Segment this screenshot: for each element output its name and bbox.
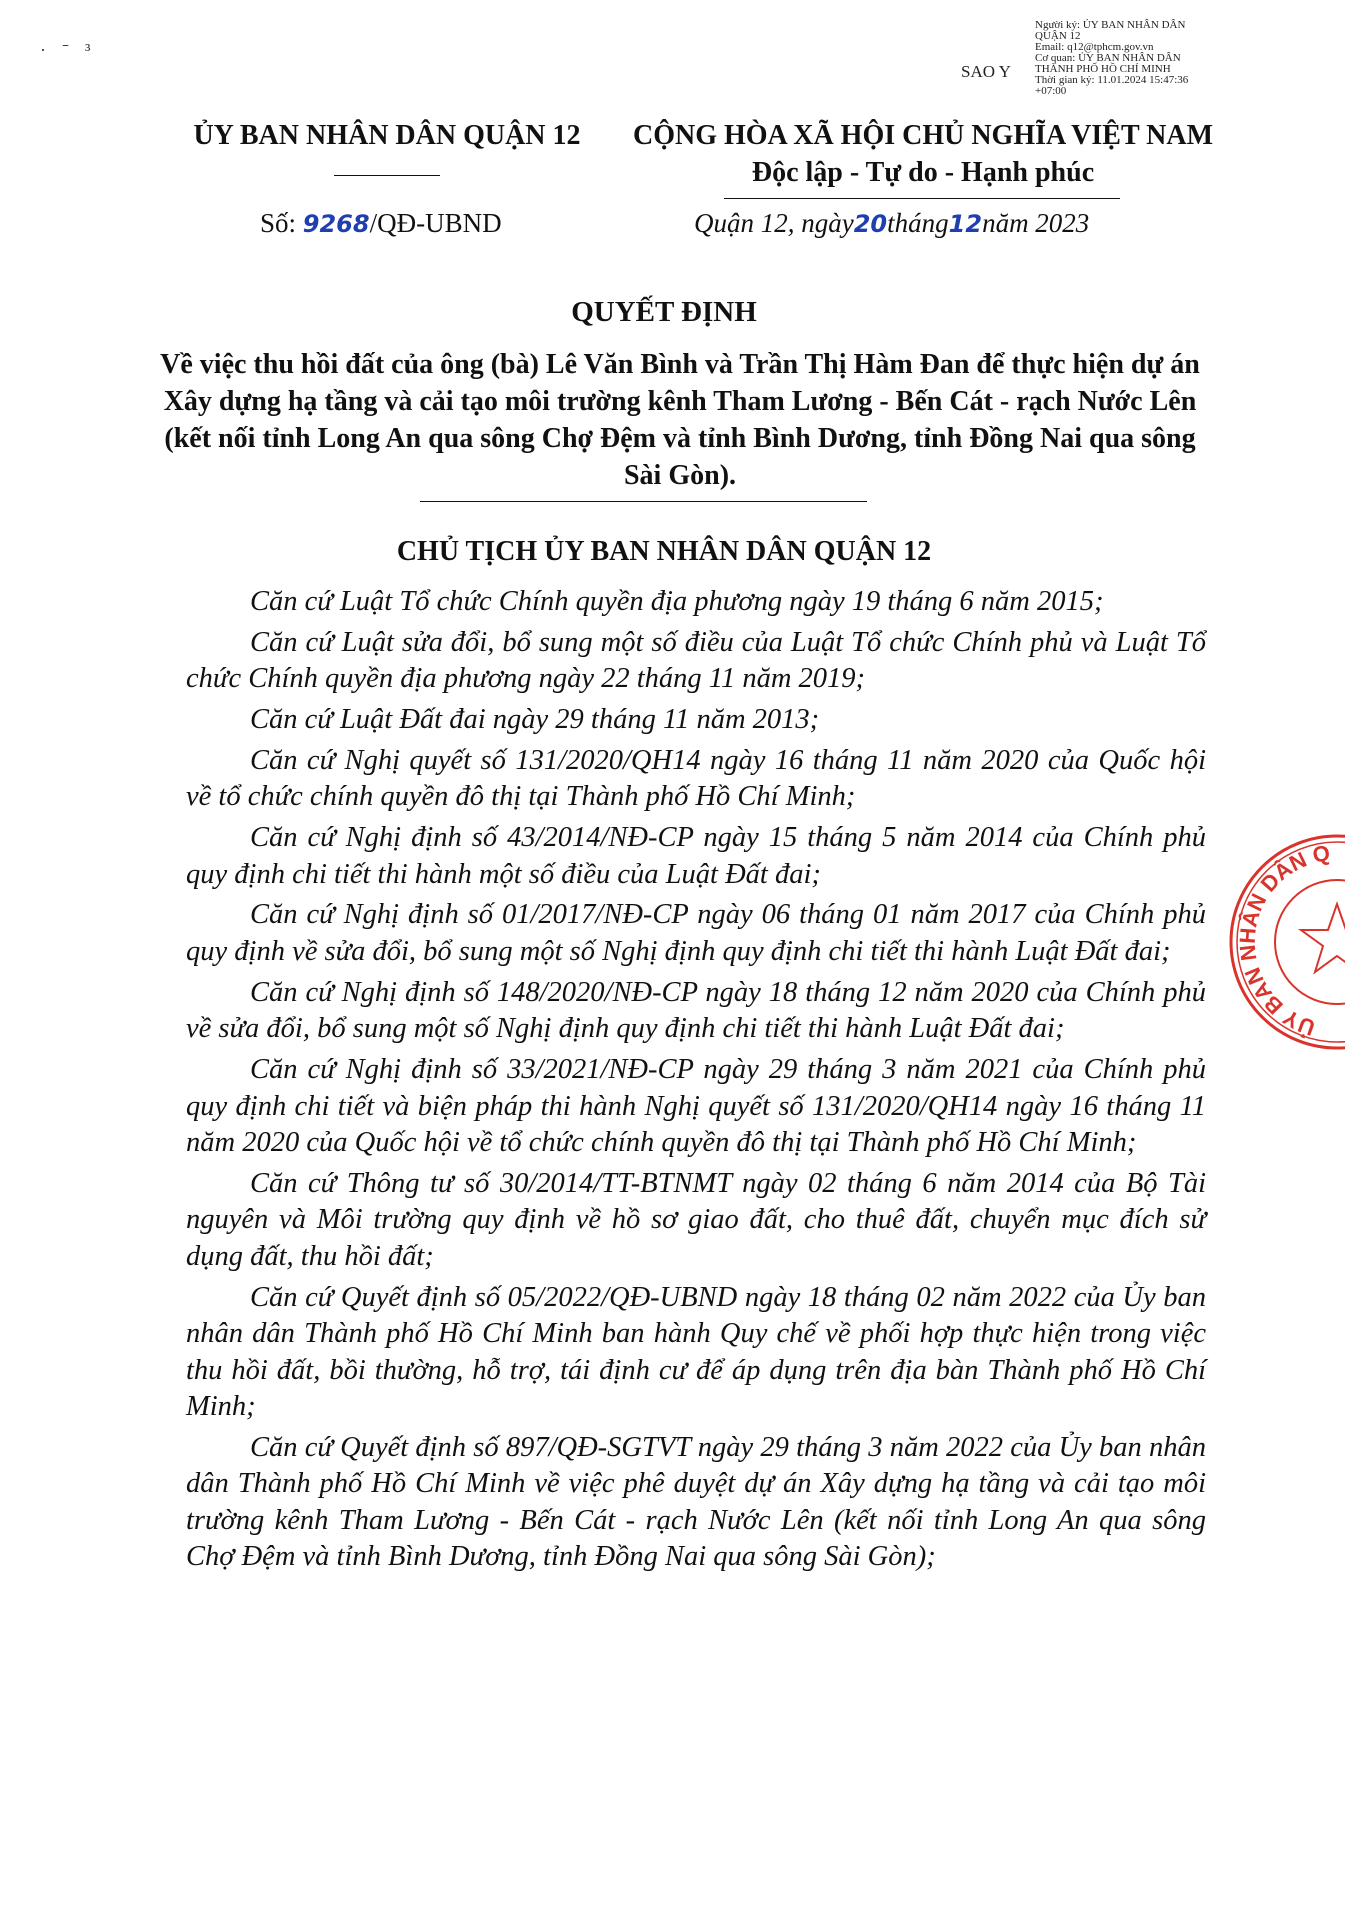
legal-basis-paragraph: Căn cứ Nghị định số 148/2020/NĐ-CP ngày 18 tháng 12 năm 2020 của Chính phủ về sửa đổi, bổ sung một số Nghị định quy định chi tiết thi hành Luật Đất đai;: [186, 976, 1206, 1045]
sao-y-label: SAO Y: [961, 62, 1011, 81]
legal-basis-paragraph: Căn cứ Thông tư số 30/2014/TT-BTNMT ngày 02 tháng 6 năm 2014 của Bộ Tài nguyên và Môi trường quy định về hồ sơ giao đất, cho thuê đất, chuyển mục đích sử dụng đất, thu hồi đất;: [186, 1167, 1206, 1272]
decision-title: QUYẾT ĐỊNH: [571, 296, 757, 328]
handwritten-month: 12: [948, 210, 983, 238]
handwritten-day: 20: [853, 210, 888, 238]
date-text-2: tháng: [887, 208, 949, 238]
org-underline: [334, 175, 440, 176]
subject-underline: [420, 501, 867, 502]
document-date: [694, 208, 1089, 239]
date-text-3: năm 2023: [982, 208, 1090, 238]
legal-basis-paragraph: Căn cứ Luật Tổ chức Chính quyền địa phương ngày 19 tháng 6 năm 2015;: [250, 586, 1104, 617]
doc-number-prefix: Số:: [260, 208, 303, 238]
seal-emblem-ring: [1275, 880, 1345, 1004]
date-text-1: Quận 12, ngày: [694, 208, 854, 238]
motto-underline: [724, 198, 1120, 199]
legal-basis-paragraph: Căn cứ Luật Đất đai ngày 29 tháng 11 năm 2013;: [250, 704, 820, 736]
signature-line: THÀNH PHỐ HỒ CHÍ MINH: [1035, 63, 1171, 75]
signature-line: Người ký: ỦY BAN NHÂN DÂN: [1035, 19, 1186, 31]
legal-basis-paragraph: Căn cứ Quyết định số 05/2022/QĐ-UBND ngày 18 tháng 02 năm 2022 của Ủy ban nhân dân Thành phố Hồ Chí Minh ban hành Quy chế về phối hợp thực hiện trong việc thu hồi đất, bồi thường, hỗ trợ, tái định cư để áp dụng trên địa bàn Thành phố Hồ Chí Minh;: [186, 1281, 1206, 1423]
signature-line: Cơ quan: ỦY BAN NHÂN DÂN: [1035, 52, 1181, 64]
seal-star-icon: [1301, 904, 1345, 972]
document-number: [260, 208, 502, 239]
national-motto: Độc lập - Tự do - Hạnh phúc: [751, 157, 1095, 188]
legal-basis-paragraph: Căn cứ Luật sửa đổi, bổ sung một số điều của Luật Tổ chức Chính phủ và Luật Tổ chức Chính quyền địa phương ngày 22 tháng 11 năm 2019;: [186, 626, 1206, 695]
issuing-organization: ỦY BAN NHÂN DÂN QUẬN 12: [193, 120, 581, 151]
legal-basis-paragraph: Căn cứ Quyết định số 897/QĐ-SGTVT ngày 29 tháng 3 năm 2022 của Ủy ban nhân dân Thành phố Hồ Chí Minh về việc phê duyệt dự án Xây dựng hạ tầng và cải tạo môi trường kênh Tham Lương - Bến Cát - rạch Nước Lên (kết nối tỉnh Long An qua sông Chợ Đệm và tỉnh Bình Dương, tỉnh Đồng Nai qua sông Sài Gòn);: [186, 1431, 1206, 1573]
signature-line: Email: q12@tphcm.gov.vn: [1035, 41, 1154, 53]
decision-subject: Về việc thu hồi đất của ông (bà) Lê Văn Bình và Trần Thị Hàm Đan để thực hiện dự án Xây dựng hạ tầng và cải tạo môi trường kênh Tham Lương - Bến Cát - rạch Nước Lên (kết nối tỉnh Long An qua sông Chợ Đệm và tỉnh Bình Dương, tỉnh Đồng Nai qua sông Sài Gòn).: [160, 349, 1200, 491]
seal-text: ỦY BAN NHÂN DÂN Q: [1234, 840, 1332, 1041]
digital-signature-block: [1035, 20, 1295, 97]
official-seal: [1205, 828, 1345, 1052]
legal-basis-paragraph: Căn cứ Nghị quyết số 131/2020/QH14 ngày 16 tháng 11 năm 2020 của Quốc hội về tổ chức chính quyền đô thị tại Thành phố Hồ Chí Minh;: [186, 744, 1206, 813]
signature-line: QUẬN 12: [1035, 30, 1081, 42]
legal-basis-paragraph: Căn cứ Nghị định số 01/2017/NĐ-CP ngày 06 tháng 01 năm 2017 của Chính phủ quy định về sửa đổi, bổ sung một số Nghị định quy định chi tiết thi hành Luật Đất đai;: [186, 899, 1206, 967]
signature-line: Thời gian ký: 11.01.2024 15:47:36: [1035, 74, 1189, 86]
issuing-authority: CHỦ TỊCH ỦY BAN NHÂN DÂN QUẬN 12: [396, 536, 932, 567]
handwritten-doc-number: 9268: [302, 210, 370, 238]
national-title: CỘNG HÒA XÃ HỘI CHỦ NGHĨA VIỆT NAM: [632, 120, 1214, 151]
legal-bases: [186, 584, 1206, 1580]
signature-line: +07:00: [1035, 85, 1067, 97]
legal-basis-paragraph: Căn cứ Nghị định số 43/2014/NĐ-CP ngày 15 tháng 5 năm 2014 của Chính phủ quy định chi tiết thi hành một số điều của Luật Đất đai;: [186, 822, 1206, 890]
scan-speck: · ˉ ³: [40, 40, 97, 60]
doc-number-suffix: /QĐ-UBND: [369, 208, 502, 238]
seal-graphic: [1205, 828, 1345, 1052]
legal-basis-paragraph: Căn cứ Nghị định số 33/2021/NĐ-CP ngày 29 tháng 3 năm 2021 của Chính phủ quy định chi tiết và biện pháp thi hành Nghị quyết số 131/2020/QH14 ngày 16 tháng 11 năm 2020 của Quốc hội về tổ chức chính quyền đô thị tại Thành phố Hồ Chí Minh;: [186, 1054, 1206, 1159]
